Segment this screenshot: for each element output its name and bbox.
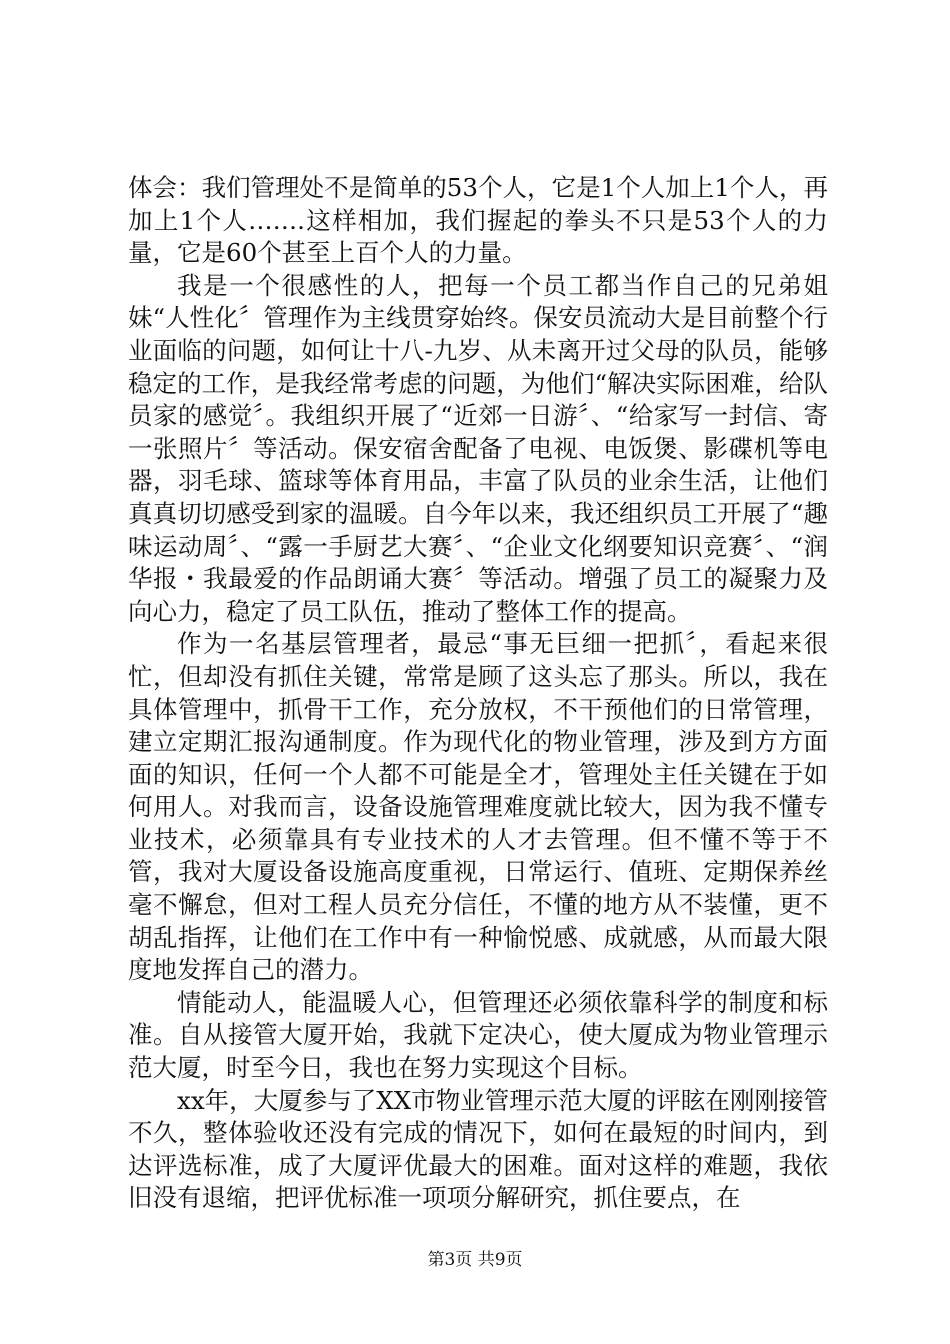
paragraph-standards: 情能动人，能温暖人心，但管理还必须依靠科学的制度和标准。自从接管大厦开始，我就下定决心，使大厦成为物业管理示范大厦，时至今日，我也在努力实现这个目标。 (128, 987, 828, 1083)
paragraph-delegation: 作为一名基层管理者，最忌“事无巨细一把抓〞，看起来很忙，但却没有抓住关键，常常是顾了这头忘了那头。所以，我在具体管理中，抓骨干工作，充分放权，不干预他们的日常管理，建立定期汇报沟通制度。作为现代化的物业管理，涉及到方方面面的知识，任何一个人都不可能是全才，管理处主任关键在于如何用人。对我而言，设备设施管理难度就比较大，因为我不懂专业技术，必须靠具有专业技术的人才去管理。但不懂不等于不管，我对大厦设备设施高度重视，日常运行、值班、定期保养丝毫不懈怠，但对工程人员充分信任，不懂的地方从不装懂，更不胡乱指挥，让他们在工作中有一种愉悦感、成就感，从而最大限度地发挥自己的潜力。 (128, 629, 828, 985)
page-number-footer: 第3页 共9页 (427, 1250, 523, 1270)
paragraph-evaluation: xx年，大厦参与了XX市物业管理示范大厦的评眩在刚刚接管不久，整体验收还没有完成的情况下，如何在最短的时间内，到达评选标准，成了大厦评优最大的困难。面对这样的难题，我依旧没有退缩，把评优标准一项项分解研究，抓住要点，在 (128, 1085, 828, 1213)
paragraph-continuation: 体会：我们管理处不是简单的53个人，它是1个人加上1个人，再加上1个人…….这样相加，我们握起的拳头不只是53个人的力量，它是60个甚至上百个人的力量。 (128, 173, 828, 268)
paragraph-humanized-management: 我是一个很感性的人，把每一个员工都当作自己的兄弟姐妹“人性化〞管理作为主线贯穿始终。保安员流动大是目前整个行业面临的问题，如何让十八-九岁、从未离开过父母的队员，能够稳定的工作，是我经常考虑的问题，为他们“解决实际困难，给队员家的感觉〞。我组织开展了“近郊一日游〞、“给家写一封信、寄一张照片〞等活动。保安宿舍配备了电视、电饭煲、影碟机等电器，羽毛球、篮球等体育用品，丰富了队员的业余生活，让他们真真切切感受到家的温暖。自今年以来，我还组织员工开展了“趣味运动周〞、“露一手厨艺大赛〞、“企业文化纲要知识竞赛〞、“润华报・我最爱的作品朗诵大赛〞等活动。增强了员工的凝聚力及向心力，稳定了员工队伍，推动了整体工作的提高。 (128, 270, 828, 626)
document-body (128, 172, 828, 1215)
